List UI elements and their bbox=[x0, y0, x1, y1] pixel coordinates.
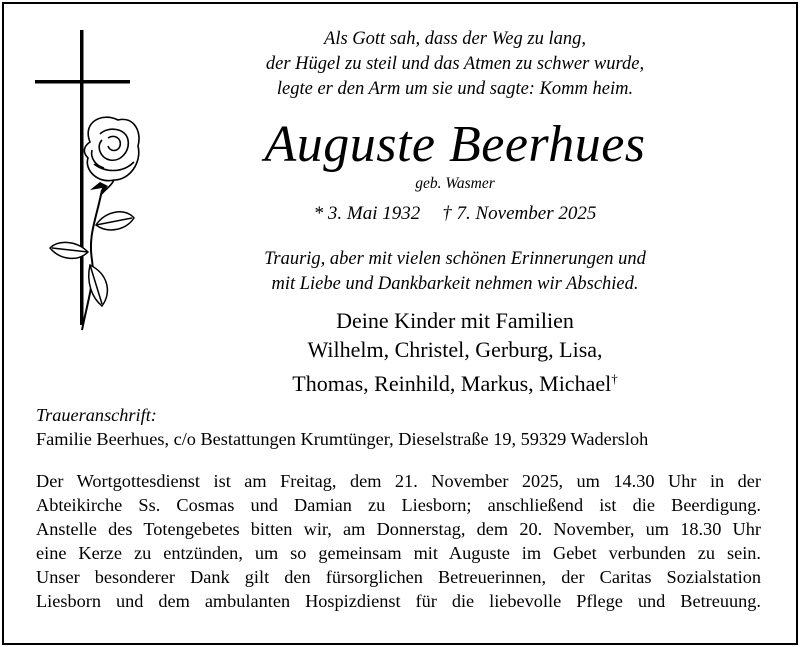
notice-line: Der Wortgottesdienst ist am Freitag, dem 21. November 2025, um 14.30 Uhr in der bbox=[36, 471, 761, 491]
notice-line: Unser besonderer Dank gilt den fürsorglichen Betreuerinnen, der Caritas Sozialstation bbox=[36, 567, 761, 587]
service-notices bbox=[36, 469, 761, 613]
farewell-line: mit Liebe und Dankbarkeit nehmen wir Abschied. bbox=[271, 274, 639, 294]
mourners-line: Thomas, Reinhild, Markus, Michael† bbox=[292, 371, 618, 396]
notice-line: Liesborn und dem ambulanten Hospizdienst für die liebevolle Pflege und Betreuung. bbox=[36, 591, 761, 611]
poem-line: legte er den Arm um sie und sagte: Komm heim. bbox=[276, 79, 634, 99]
farewell-line: Traurig, aber mit vielen schönen Erinnerungen und bbox=[264, 249, 646, 269]
notice-line: Abteikirche Ss. Cosmas und Damian zu Liesborn; anschließend ist die Beerdigung. bbox=[36, 495, 761, 515]
address-label: Traueranschrift: bbox=[36, 405, 157, 425]
address-value: Familie Beerhues, c/o Bestattungen Krumtünger, Dieselstraße 19, 59329 Wadersloh bbox=[36, 429, 649, 449]
notice-line: Anstelle des Totengebetes bitten wir, am Donnerstag, dem 20. November, um 18.30 Uhr bbox=[36, 519, 761, 539]
deceased-mark: † bbox=[611, 371, 618, 386]
mourning-address bbox=[36, 403, 761, 451]
mourners-line: Deine Kinder mit Familien bbox=[336, 308, 574, 333]
poem bbox=[220, 27, 690, 102]
maiden-name: geb. Wasmer bbox=[415, 175, 495, 192]
life-dates bbox=[220, 202, 690, 226]
poem-line: der Hügel zu steil und das Atmen zu schwer wurde, bbox=[265, 54, 645, 74]
birth-date: * 3. Mai 1932 bbox=[313, 203, 421, 224]
mourners bbox=[220, 306, 690, 398]
poem-line: Als Gott sah, dass der Weg zu lang, bbox=[324, 29, 586, 49]
death-date: † 7. November 2025 bbox=[442, 203, 597, 224]
farewell-text bbox=[220, 247, 690, 297]
notice-line: eine Kerze zu entzünden, um so gemeinsam mit Auguste im Gebet verbunden zu sein. bbox=[36, 543, 761, 563]
mourners-line: Wilhelm, Christel, Gerburg, Lisa, bbox=[307, 337, 603, 362]
cross-with-rose-icon bbox=[30, 30, 150, 390]
deceased-name: Auguste Beerhues bbox=[264, 116, 646, 173]
